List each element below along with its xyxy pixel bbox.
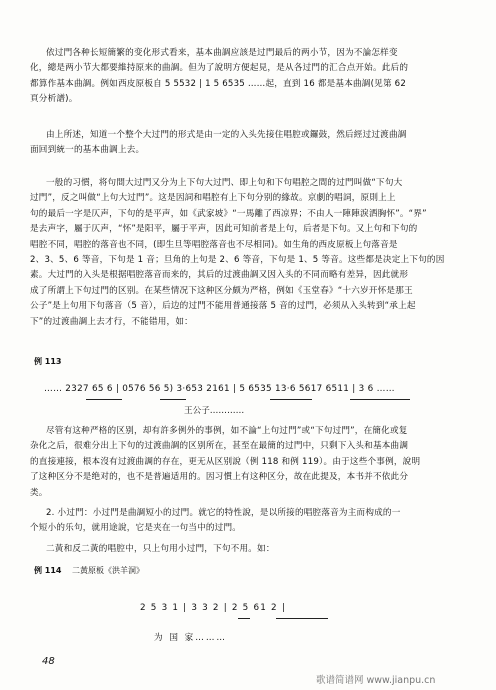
paragraph-small-interlude [30,506,475,537]
text-line: 唱腔不同，唱腔的落音也不同，(即生旦等唱腔落音也不尽相同)。如生角的西皮原板上句落音是 [30,239,398,250]
text-line: 的直接連接，根本沒有过渡曲調的存在，更无从区别說（例 118 和例 119）。由于这些个事例，說明 [30,456,421,467]
beam-line [276,618,328,619]
text-line: 类。 [30,487,48,498]
text-line: 了这种区分不是绝对的，也不是普遍适用的。因习慣上有这种区分，故在此提及，本书并不依此分 [30,472,409,483]
example-113-lyric: 王公子………… [184,406,245,416]
text-line: 2、3、5、6 等音，下句是 1 音；旦角的上句是 2、6 等音，下句是 1、5 等音。这些都是决定上下句的因 [30,255,445,266]
paragraph-erhuang [30,542,475,557]
example-114-lyric: 为 国 家……… [154,633,228,643]
text-line: 由上所述，知道一个整个大过門的形式是由一定的入头先接住唱腔或鑼鼓，然后經过过渡曲調 [46,130,407,140]
text-line: 都算作基本曲調。例如西皮原板自 5 5532 | 1 5 6535 ……起，直到 16 都是基本曲調(见第 62 [30,78,406,89]
example-113-notation: …… 2327 65 6 | 0576 56 5) 3·653 2161 | 5 6535 13·6 5617 6511 | 3 6 …… [44,384,395,394]
text-line: 成了所謂上下句过門的区别。在某些情况下这种区分颇为严格，例如《玉堂春》“十六岁开怀是那王 [30,285,413,296]
example-114-label: 例 114 [34,566,62,575]
paragraph-exceptions [30,424,475,501]
text-line: 是去声字，屬于仄声，“怀”是阳平，屬于平声，因此可知前者是上句，后者是下句。又上句和下句的 [30,224,418,235]
text-line: 尽管有这种严格的区别，却有許多例外的事例，如不論“上句过門”或“下句过門”，在簡化或复 [46,426,408,436]
text-line: 个短小的乐句，就用途說，它是夹在一句当中的过門。 [30,523,242,534]
page-number: 48 [42,656,55,667]
paragraph-habit [30,176,475,330]
beam-line [270,399,312,400]
watermark-text: 歌谱简谱网 www.jianpu.cn [316,675,436,686]
text-line: 下”的过渡曲調上去才行，不能错用，如： [30,316,193,327]
text-line: 二黃和反二黃的唱腔中，只上句用小过門，下句不用。如： [46,544,275,554]
text-line: 一般的习慣，将句間大过門又分为上下句大过門、即上句和下句唱腔之間的过門叫做“下句大 [46,178,403,188]
beam-line [160,399,186,400]
text-line: 素。大过門的入头是根据唱腔落音而来的，其后的过渡曲調又因入头的不同而略有差异，因此就形 [30,270,409,281]
example-114-notation: 2 5 3 1 | 3 3 2 | 2 5 61 2 | [140,603,287,613]
beam-line [350,399,410,400]
text-line: 依过門各种长短簡繁的变化形式看来，基本曲調应該是过門最后的两小节，因为不論怎样变 [46,48,398,58]
text-line: 公子”是上句用下句落音（5 音），后边的过門不能用普通接落 5 音的过門，必须从入头转到“承上起 [30,301,416,312]
text-line: 2. 小过門：小过門是曲調短小的过門。就它的特性說，是以所接的唱腔落音为主而构成的一 [46,508,401,518]
example-114-title: 二黃原板《洪羊洞》 [72,566,144,575]
beam-line [86,399,122,400]
text-line: 句的最后一字是仄声，下句的是平声，如《武家坡》“一馬離了西凉界；不由人一陣陣淚洒胸怀”。“界” [30,208,427,219]
beam-line [238,618,250,619]
paragraph-summary [30,128,475,159]
text-line: 面回到統一的基本曲調上去。 [30,145,145,156]
text-line: 杂化之后，很难分出上下句的过渡曲調的区别所在，甚至在最簡的过門中，只剩下入头和基本曲調 [30,441,409,452]
text-line: 过門”，反之叫做“上句大过門”。这是因詞和唱腔有上下句分别的緣故。京劇的唱詞，原則上上 [30,193,396,204]
text-line: 頁分析譜)。 [30,94,78,105]
paragraph-intro [30,46,475,108]
example-113-label: 例 113 [34,357,62,366]
text-line: 化，總是两小节大都要維持原来的曲調。但为了說明方便起見，是从各过門的汇合点开始。此后的 [30,63,409,74]
